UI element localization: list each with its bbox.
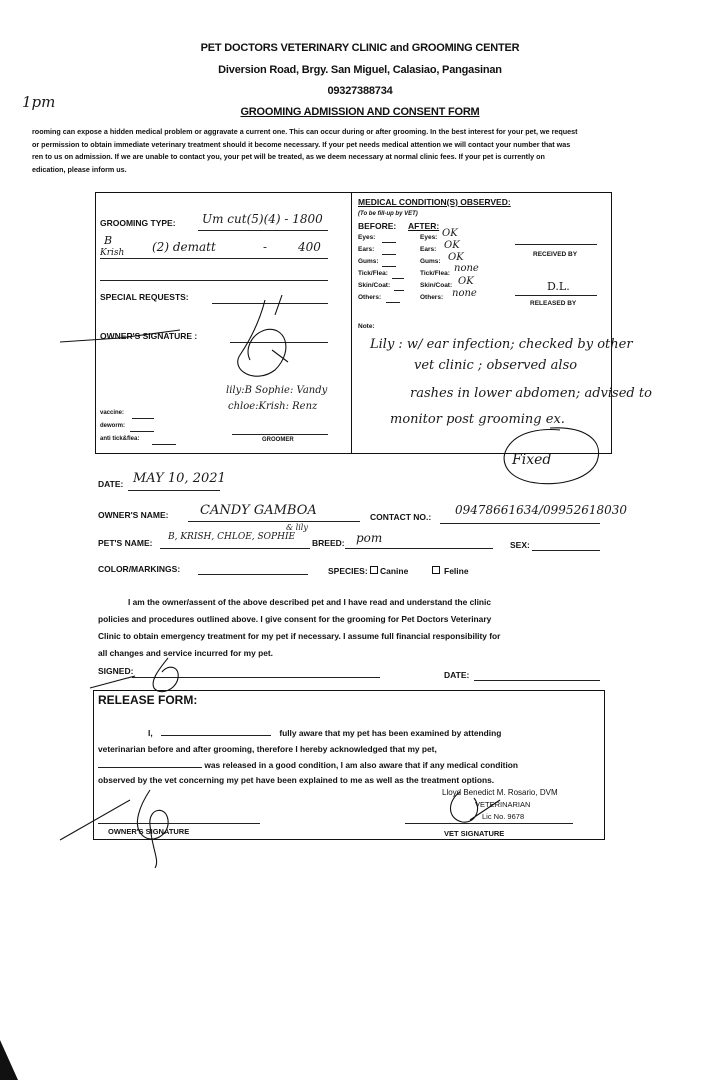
pets-note-2: chloe:Krish: Renz: [228, 401, 318, 412]
pet-name-value: B, KRISH, CHLOE, SOPHIE: [168, 532, 296, 542]
after-label: AFTER:: [408, 221, 440, 231]
grooming-line-2: [100, 258, 328, 259]
after-field: Gums:: [420, 258, 441, 265]
feline-label: Feline: [444, 566, 469, 576]
intro-paragraph: [32, 126, 712, 176]
clinic-name: PET DOCTORS VETERINARY CLINIC and GROOMING CENTER: [200, 42, 520, 54]
release-line-3: [98, 760, 518, 770]
before-field: Others:: [358, 294, 382, 301]
before-line: [382, 242, 396, 243]
owner-signature-scribble: [60, 290, 320, 400]
release-name-line: [161, 735, 271, 736]
note-line-1: Lily : w/ ear infection; checked by other: [370, 337, 633, 352]
after-value: none: [454, 263, 479, 274]
canine-checkbox[interactable]: [370, 566, 378, 574]
note-line-4: monitor post grooming ex.: [390, 412, 565, 427]
canine-label: Canine: [380, 566, 409, 576]
after-field: Tick/Flea:: [420, 270, 450, 277]
before-line: [382, 266, 396, 267]
species-feline[interactable]: [432, 566, 469, 576]
release-text: was released in a good condition, I am also aware that if any medical condition: [204, 760, 518, 770]
contact-line: [440, 523, 600, 524]
released-by-label: RELEASED BY: [530, 300, 577, 307]
after-value: OK: [448, 252, 464, 263]
note-label: Note:: [358, 323, 375, 330]
date-label: DATE:: [98, 479, 124, 489]
grooming-row2-left2: Krish: [100, 248, 125, 258]
grooming-type-value: Um cut(5)(4) - 1800: [202, 212, 323, 226]
pet-name-line: [160, 548, 310, 549]
sex-line: [532, 550, 600, 551]
consent-line: I am the owner/assent of the above described pet and I have read and understand the clinic: [128, 597, 492, 607]
release-owner-signature-scribble: [60, 780, 200, 870]
pets-note-1: lily:B Sophie: Vandy: [226, 385, 328, 396]
clinic-address: Diversion Road, Brgy. San Miguel, Calasiao, Pangasinan: [218, 64, 502, 76]
medical-subtitle: (To be fill-up by VET): [358, 211, 418, 217]
grooming-type-line: [198, 230, 328, 231]
owner-signature-release-label: OWNER'S SIGNATURE: [108, 827, 190, 836]
after-value: OK: [458, 276, 474, 287]
special-requests-label: SPECIAL REQUESTS:: [100, 292, 189, 302]
release-text: fully aware that my pet has been examined by attending: [279, 728, 502, 738]
after-field: Ears:: [420, 246, 437, 253]
after-field: Others:: [420, 294, 444, 301]
before-field: Eyes:: [358, 234, 376, 241]
after-value: OK: [442, 228, 458, 239]
form-title: GROOMING ADMISSION AND CONSENT FORM: [240, 106, 480, 118]
consent-date-line: [474, 680, 600, 681]
release-title: RELEASE FORM:: [98, 693, 198, 707]
groomer-label: GROOMER: [262, 437, 294, 443]
grooming-row2-left: B: [104, 234, 113, 247]
release-i: I,: [148, 728, 153, 738]
consent-line: all changes and service incurred for my pet.: [98, 648, 274, 658]
consent-line: Clinic to obtain emergency treatment for my pet if necessary. I assume full financial responsibility for: [98, 631, 501, 641]
antitick-label: anti tick&flea:: [100, 436, 140, 442]
groomer-line: [232, 434, 328, 435]
owner-name-value: CANDY GAMBOA: [200, 503, 317, 518]
intro-line: edication, please inform us.: [32, 164, 127, 174]
pet-name-label: PET'S NAME:: [98, 538, 153, 548]
pet-name-extra: & lily: [286, 523, 308, 532]
intro-line: or permission to obtain immediate veterinary treatment should it become necessary. If your pet needs medical attention we will contact your number that was: [32, 139, 571, 149]
sex-label: SEX:: [510, 540, 530, 550]
grooming-row2-dash: -: [263, 240, 268, 254]
before-field: Gums:: [358, 258, 379, 265]
clinic-phone: 09327388734: [327, 85, 393, 97]
before-field: Tick/Flea:: [358, 270, 388, 277]
released-by-line: [515, 295, 597, 296]
before-line: [394, 290, 404, 291]
before-field: Skin/Coat:: [358, 282, 391, 289]
date-line: [128, 490, 220, 491]
note-line-3: rashes in lower abdomen; advised to: [410, 386, 652, 401]
fixed-note: Fixed: [512, 452, 552, 468]
deworm-label: deworm:: [100, 423, 126, 429]
release-line-4: observed by the vet concerning my pet have been explained to me as well as the treatment options.: [98, 775, 495, 785]
owner-name-line: [188, 521, 360, 522]
antitick-line: [152, 444, 176, 445]
species-canine[interactable]: [370, 566, 408, 576]
color-line: [198, 574, 308, 575]
vet-signature-line: [405, 823, 573, 824]
before-line: [392, 278, 404, 279]
grooming-row2-price: 400: [298, 240, 321, 254]
grooming-type-label: GROOMING TYPE:: [100, 218, 176, 228]
after-field: Eyes:: [420, 234, 438, 241]
note-line-2: vet clinic ; observed also: [414, 358, 578, 373]
released-initials: D.L.: [547, 280, 570, 293]
breed-value: pom: [356, 531, 383, 545]
color-label: COLOR/MARKINGS:: [98, 564, 181, 574]
breed-label: BREED:: [312, 538, 345, 548]
before-label: BEFORE:: [358, 221, 397, 231]
breed-line: [345, 548, 493, 549]
release-pet-line: [98, 767, 202, 768]
scan-corner-shadow: [0, 1030, 30, 1080]
owner-signature-label: OWNER'S SIGNATURE :: [100, 331, 198, 341]
after-value: none: [452, 288, 477, 299]
vet-signature-label: VET SIGNATURE: [444, 829, 505, 838]
corner-note: 1pm: [22, 93, 56, 111]
deworm-line: [130, 431, 154, 432]
intro-line: ren to us on admission. If we are unable to contact you, your pet will be treated, as we deem necessary at normal clinic fees. If your pet is currently on: [32, 152, 545, 161]
contact-label: CONTACT NO.:: [370, 512, 432, 522]
grooming-line-3: [100, 280, 328, 281]
release-line-2: veterinarian before and after grooming, therefore I hereby acknowledged that my pet,: [98, 744, 437, 754]
grooming-row2-mid: (2) dematt: [152, 240, 216, 254]
species-label: SPECIES:: [328, 566, 368, 576]
before-line: [382, 254, 396, 255]
feline-checkbox[interactable]: [432, 566, 440, 574]
owner-signature-release-line: [98, 823, 260, 824]
vet-stamp-lic: Lic No. 9678: [482, 812, 525, 821]
before-field: Ears:: [358, 246, 375, 253]
after-field: Skin/Coat:: [420, 282, 453, 289]
vaccine-label: vaccine:: [100, 410, 125, 416]
owner-name-label: OWNER'S NAME:: [98, 510, 169, 520]
signed-label: SIGNED:: [98, 666, 134, 676]
before-line: [386, 302, 400, 303]
release-line-1: [98, 728, 501, 738]
intro-line: rooming can expose a hidden medical problem or aggravate a current one. This can occur during or after grooming. In the best interest for your pet, we request: [32, 127, 578, 136]
medical-title: MEDICAL CONDITION(S) OBSERVED:: [358, 197, 511, 207]
vaccine-line: [132, 418, 154, 419]
after-value: OK: [444, 240, 460, 251]
contact-value: 09478661634/09952618030: [455, 503, 628, 517]
received-by-line: [515, 244, 597, 245]
date-value: MAY 10, 2021: [133, 471, 226, 486]
column-divider: [351, 192, 352, 454]
received-by-label: RECEIVED BY: [533, 251, 578, 258]
consent-line: policies and procedures outlined above. I give consent for the grooming for Pet Doctors Veterinary: [98, 614, 492, 624]
vet-stamp-title: VETERINARIAN: [475, 800, 531, 809]
vet-stamp-name: Lloyd Benedict M. Rosario, DVM: [442, 788, 558, 797]
consent-date-label: DATE:: [444, 670, 470, 680]
